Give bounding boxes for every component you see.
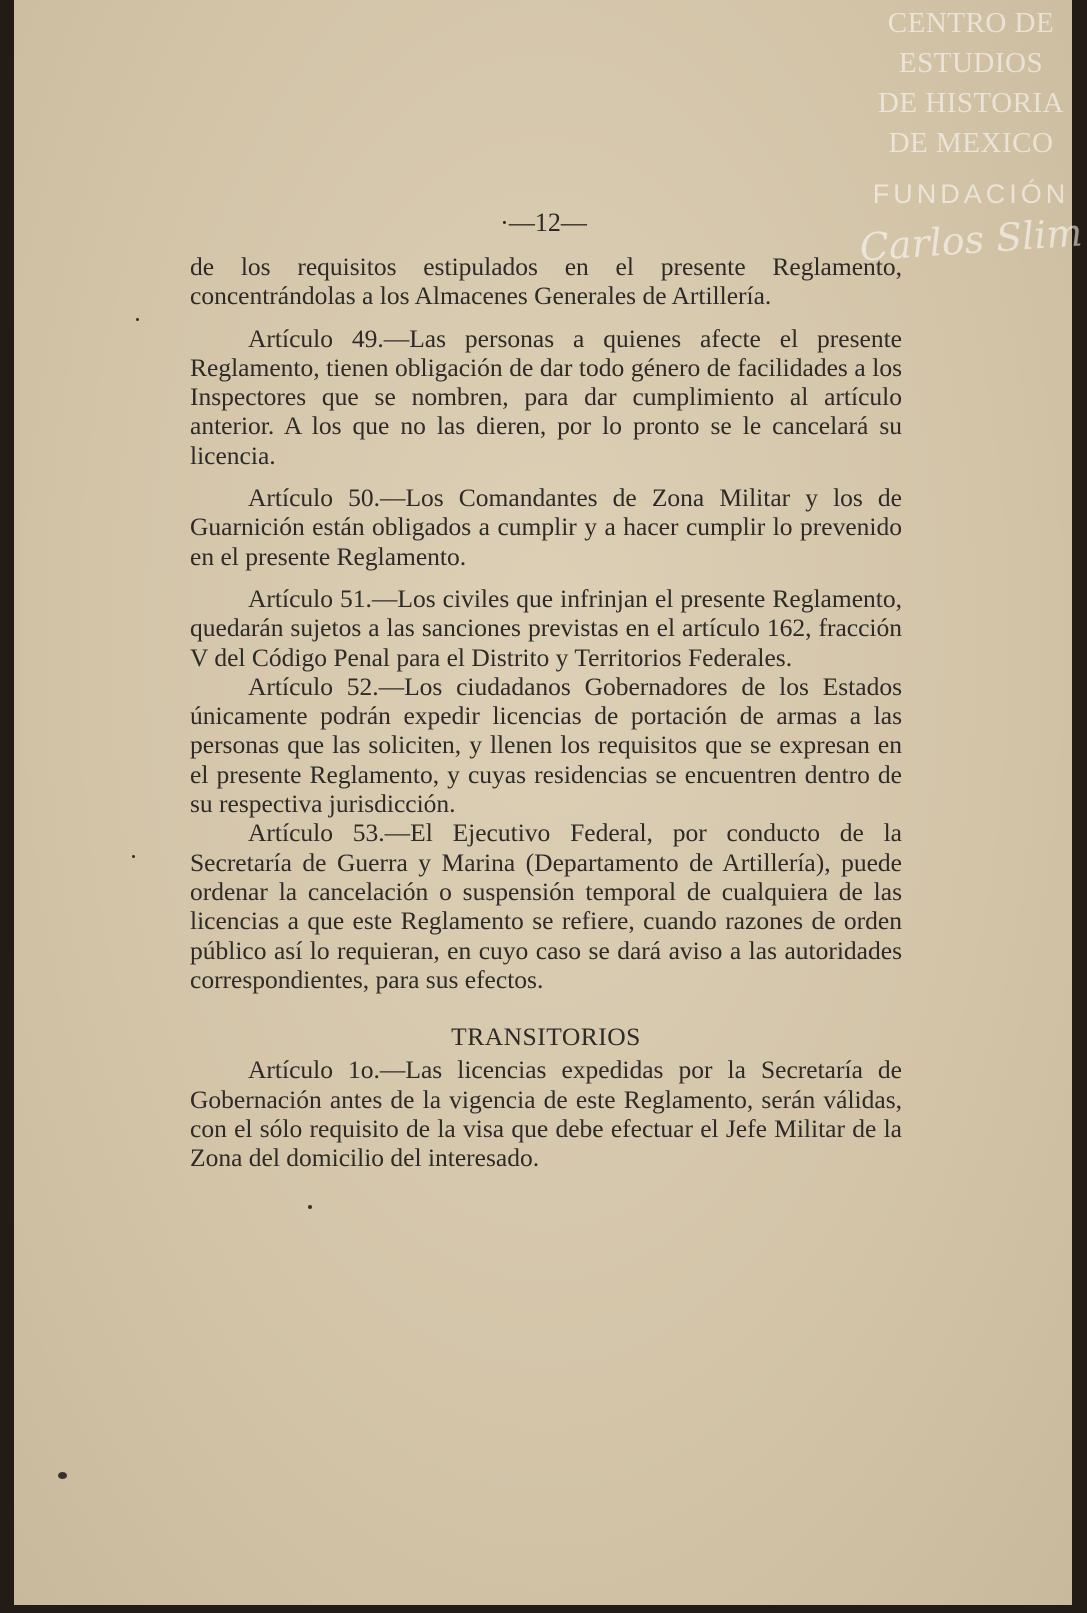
article-52: Artículo 52.—Los ciudadanos Gobernadores de los Estados únicamente podrán expedir licencias de portación de armas a las personas que las soliciten, y llenen los requisitos que se expresan en el presente Reglamento, y cuyas residencias se encuentren dentro de su respectiva jurisdicción. [190,671,902,819]
paper-speck [308,1205,312,1209]
section-heading-transitorios: TRANSITORIOS [451,1022,641,1052]
watermark-line: DE MEXICO [888,127,1054,159]
watermark-signature: Carlos Slim [858,210,1084,270]
watermark-line: ESTUDIOS [898,47,1044,79]
article-50: Artículo 50.—Los Comandantes de Zona Militar y los de Guarnición están obligados a cumplir y a hacer cumplir lo prevenido en el presente Reglamento. [190,483,902,571]
paragraph-continuation: de los requisitos estipulados en el presente Reglamento, concentrándolas a los Almacenes Generales de Artillería. [190,252,902,311]
paper-speck [136,318,139,321]
document-body [190,252,902,1173]
article-53: Artículo 53.—El Ejecutivo Federal, por conducto de la Secretaría de Guerra y Marina (Departamento de Artillería), puede ordenar la cancelación o suspensión temporal de cualquiera de las licencias a que este Reglamento se refiere, cuando razones de orden público así lo requieran, en cuyo caso se dará aviso a las autoridades correspondientes, para sus efectos. [190,818,902,994]
watermark-line: DE HISTORIA [877,87,1065,119]
article-51: Artículo 51.—Los civiles que infrinjan el presente Reglamento, quedarán sujetos a las sanciones previstas en el artículo 162, fracción V del Código Penal para el Distrito y Territorios Federales. [190,583,902,672]
watermark-line: CENTRO DE [887,7,1055,39]
watermark-fundacion: FUNDACIÓN [872,179,1070,209]
paper-speck [58,1472,67,1479]
transitorio-article-1: Artículo 1o.—Las licencias expedidas por la Secretaría de Gobernación antes de la vigencia de este Reglamento, serán válidas, con el sólo requisito de la visa que debe efectuar el Jefe Militar de la Zona del domicilio del interesado. [190,1055,902,1173]
page-number: ·—12— [500,208,587,237]
article-49: Artículo 49.—Las personas a quienes afecte el presente Reglamento, tienen obligación de dar todo género de facilidades a los Inspectores que se nombren, para dar cumplimiento al artículo anterior. A los que no las dieren, por lo pronto se le cancelará su licencia. [190,323,902,470]
paper-speck [132,855,135,858]
